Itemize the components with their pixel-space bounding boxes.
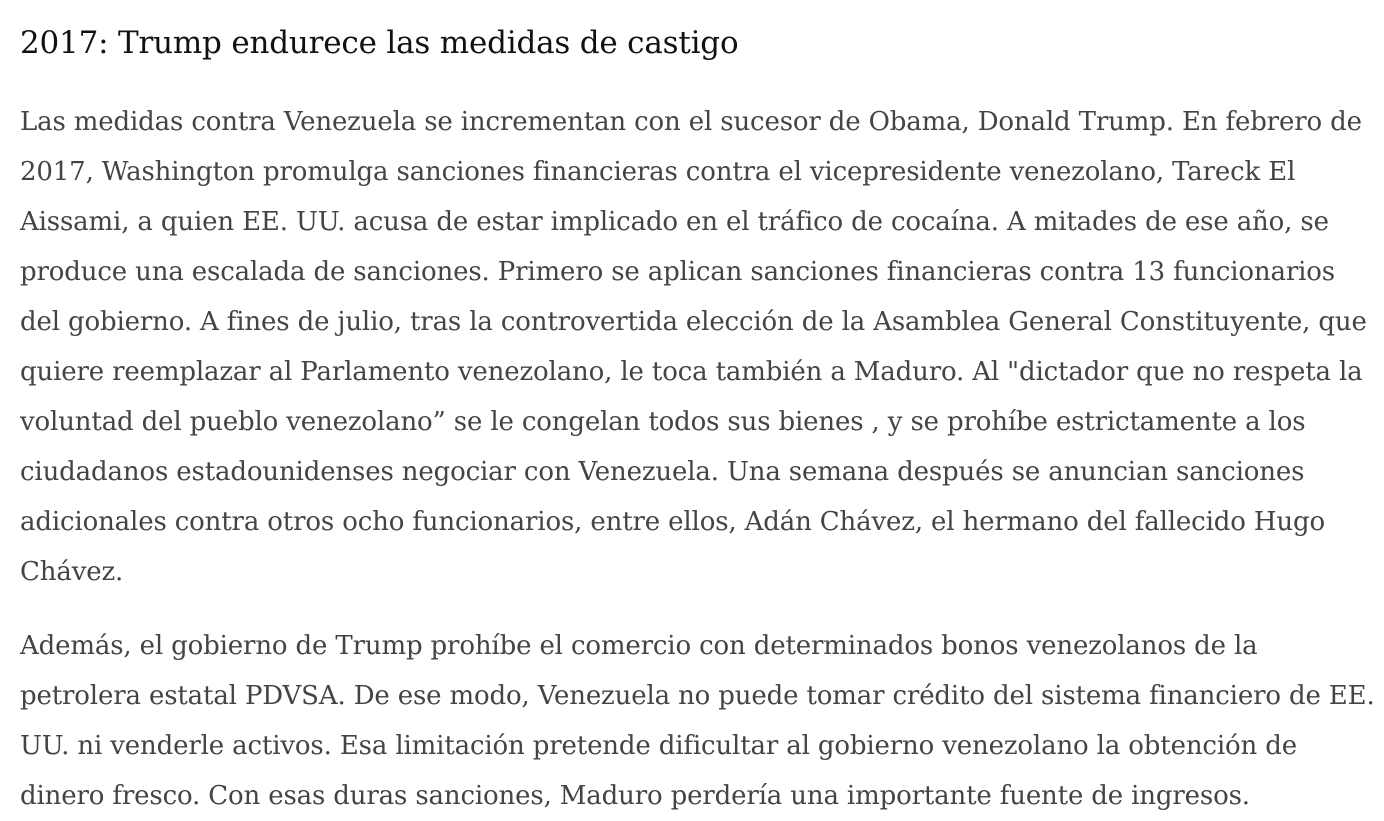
section-heading: 2017: Trump endurece las medidas de castigo	[20, 25, 739, 61]
article-paragraph-2: Además, el gobierno de Trump prohíbe el comercio con determinados bonos venezolanos de la petrolera estatal PDVSA. De ese modo, Venezuela no puede tomar crédito del sistema financiero de EE. UU. ni venderle activos. Esa limitación pretende dificultar al gobierno venezolano la obtención de dinero fresco. Con esas duras sanciones, Maduro perdería una importante fuente de ingresos.	[20, 631, 1375, 811]
article-paragraph-1: Las medidas contra Venezuela se incrementan con el sucesor de Obama, Donald Trump. En febrero de 2017, Washington promulga sanciones financieras contra el vicepresidente venezolano, Tareck El Aissami, a quien EE. UU. acusa de estar implicado en el tráfico de cocaína. A mitades de ese año, se produce una escalada de sanciones. Primero se aplican sanciones financieras contra 13 funcionarios del gobierno. A fines de julio, tras la controvertida elección de la Asamblea General Constituyente, que quiere reemplazar al Parlamento venezolano, le toca también a Maduro. Al "dictador que no respeta la voluntad del pueblo venezolano” se le congelan todos sus bienes , y se prohíbe estrictamente a los ciudadanos estadounidenses negociar con Venezuela. Una semana después se anuncian sanciones adicionales contra otros ocho funcionarios, entre ellos, Adán Chávez, el hermano del fallecido Hugo Chávez.	[20, 107, 1367, 587]
